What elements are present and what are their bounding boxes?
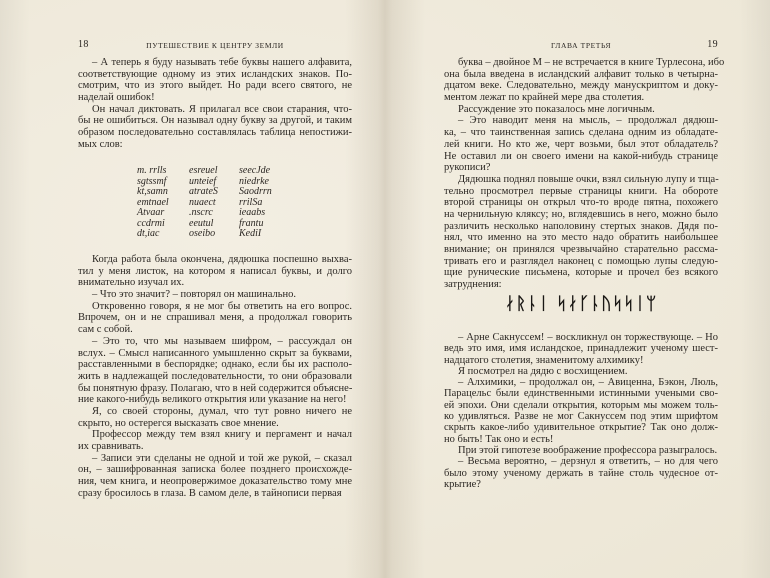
text-line: – А теперь я буду называть тебе буквы нашего алфавита,	[92, 57, 352, 68]
cipher-cell: Saodrrn	[239, 186, 272, 197]
text-line: внимание; он принялся чрезвычайно старательно рассма-	[444, 244, 718, 255]
text-line: сам с собой.	[78, 324, 133, 336]
cipher-cell: dt,iac	[137, 228, 160, 239]
text-line: буква – двойное М – не встречается в книге Турлесона, ибо	[458, 57, 725, 68]
text-line: Откровенно говоря, я не мог бы ответить на его вопрос.	[92, 300, 352, 312]
cipher-row	[78, 166, 352, 177]
text-line: второй страницы он открыл что-то вроде пятна, похожего	[444, 197, 718, 209]
text-line: скрыто, но остерегся высказать свое мнение.	[78, 417, 279, 429]
text-line: Профессор между тем взял книгу и пергамент и начал	[92, 429, 352, 441]
text-line: Я посмотрел на дядю с восхищением.	[458, 365, 628, 377]
text-line: ведь это имя, имя исландское, принадлежит ученому шест-	[444, 343, 718, 355]
cipher-row	[78, 198, 352, 209]
text-line: было этому ученому держать в тайне столь чудесное от-	[444, 467, 718, 479]
page-number: 19	[707, 39, 718, 50]
cipher-cell: ccdrmi	[137, 217, 165, 229]
text-line: – Весьма вероятно, – дерзнул я ответить, – но для чего	[458, 456, 718, 468]
text-line: вслух. – Смысл написанного умышленно скрыт за буквами,	[78, 347, 352, 359]
cipher-cell: esreuel	[189, 165, 218, 176]
text-line: их сравнивать.	[78, 441, 144, 452]
cipher-cell: frantu	[239, 217, 264, 229]
text-line: но быть! Так оно и есть!	[444, 433, 554, 445]
text-line: бы понятную фразу. Полагаю, что в ней содержится объясне-	[78, 382, 353, 394]
text-line: ния, чем книга, и неопровержимое доказательство тому мне	[78, 476, 352, 488]
text-line: лей книги. Но кто же, черт возьми, был этот обладатель?	[444, 138, 718, 150]
cipher-row	[78, 187, 352, 198]
text-line: тельно просмотрел первые страницы книги. На обороте	[444, 185, 718, 197]
cipher-cell: kt,samn	[137, 186, 168, 197]
cipher-cell: atrateS	[189, 186, 218, 197]
cipher-row	[78, 208, 352, 219]
text-line: – Алхимики, – продолжал он, – Авиценна, Бэкон, Люль,	[458, 377, 718, 389]
cipher-cell: niedrke	[239, 175, 269, 187]
running-head-title: ПУТЕШЕСТВИЕ К ЦЕНТРУ ЗЕМЛИ	[146, 41, 284, 50]
text-line: крытие?	[444, 478, 481, 490]
cipher-table	[78, 166, 352, 240]
text-line: Впрочем, он и не спрашивал меня, а продолжал говорить	[78, 312, 352, 324]
text-line: рукописи?	[444, 162, 491, 174]
cipher-cell: rrilSa	[239, 196, 263, 208]
text-line: Дядюшка поднял повыше очки, взял сильную лупу и тща-	[458, 173, 719, 185]
text-line: образом последовательно составлялась таблица непостижи-	[78, 127, 352, 139]
text-line: скрыть какое-либо удивительное открытие? Так оно долж-	[444, 422, 718, 434]
text-line: щие рунические письмена, которые и прочел без всякого	[444, 267, 718, 279]
page-number: 18	[78, 39, 89, 50]
cipher-cell: sgtssmf	[137, 175, 167, 187]
text-line: Он начал диктовать. Я прилагал все свои старания, что-	[92, 103, 352, 115]
text-block	[444, 332, 718, 490]
text-line: сразу бросилось в глаза. В самом деле, в тайнописи первая	[78, 487, 342, 499]
text-block	[78, 254, 352, 499]
text-line: он, – зашифрованная записка более позднего происхожде-	[78, 464, 352, 476]
text-line: Я, со своей стороны, думал, что тут ровно ничего не	[92, 405, 352, 417]
text-line: жить в надлежащей последовательности, то они образовали	[78, 370, 352, 382]
text-line: смотрим, что из этого выйдет. Но ради всего святого, не	[78, 80, 352, 92]
text-line: затруднения:	[444, 279, 502, 291]
text-line: надцатого столетия, знаменитому алхимику!	[444, 354, 644, 366]
text-line: мых слов:	[78, 138, 123, 150]
cipher-row	[78, 229, 352, 240]
text-line: внимательно изучал их.	[78, 277, 185, 289]
text-line: – Это наводит меня на мысль, – продолжал дядюш-	[458, 115, 718, 127]
cipher-cell: oseibo	[189, 228, 216, 239]
text-line: тил у меня листок, на котором я написал буквы, и долго	[78, 265, 352, 277]
text-line: – Что это значит? – повторял он машинально.	[92, 289, 297, 301]
text-line: различить несколько наполовину стертых знаков. Дядя по-	[444, 220, 718, 232]
text-line: – Это то, что мы называем шифром, – рассуждал он	[92, 335, 352, 347]
text-line: При этой гипотезе воображение профессора разыгралось.	[458, 444, 718, 456]
text-line: расставленными в беспорядке; однако, если бы их располо-	[78, 359, 352, 371]
text-line: Когда работа была окончена, дядюшка поспешно выхва-	[92, 254, 352, 265]
text-line: ко удивляться. Разве не мог Сакнуссем под этим шрифтом	[444, 411, 718, 423]
runic-inscription: ᛅᚱᚿᛁ ᛋᛅᚴᚿᚢᛋᛋᛁᛘ	[504, 294, 658, 314]
text-line: ка, – что таинственная запись сделана одним из обладате-	[444, 127, 718, 139]
cipher-cell: unteief	[189, 175, 217, 187]
text-line: Не оставил ли он своего имени на какой-нибудь странице	[444, 150, 718, 162]
text-line: – Арне Сакнуссем! – воскликнул он торжествующе. – Но	[458, 332, 718, 343]
text-line: наделай ошибок!	[78, 92, 155, 104]
cipher-cell: nuaect	[189, 196, 216, 208]
cipher-cell: m. rrlls	[137, 165, 167, 176]
text-line: ей эпохи. Они сделали открытия, которым мы можем толь-	[444, 399, 718, 411]
cipher-cell: Atvaar	[137, 207, 165, 218]
cipher-row	[78, 219, 352, 230]
text-line: бы не ошибиться. Он называл одну букву за другой, и таким	[78, 115, 352, 127]
text-line: тривать его и разглядел наконец с помощью лупы следую-	[444, 255, 718, 267]
cipher-cell: emtnael	[137, 196, 169, 208]
cipher-cell: seecJde	[239, 165, 271, 176]
text-line: ментом лежат по крайней мере два столетия.	[444, 92, 645, 104]
cipher-cell: eeutul	[189, 217, 214, 229]
cipher-cell: KediI	[239, 228, 262, 239]
text-line: ние какого-нибудь великого открытия или указание на него!	[78, 394, 347, 406]
text-line: соответствующие одному из этих исландских знаков. По-	[78, 68, 352, 80]
cipher-cell: ieaabs	[239, 207, 266, 218]
right-page	[444, 0, 725, 578]
left-page	[78, 0, 352, 578]
running-head-title: ГЛАВА ТРЕТЬЯ	[550, 41, 612, 50]
text-block	[444, 57, 725, 291]
text-line: она была введена в исландский алфавит только в четырна-	[444, 68, 718, 80]
text-line: дцатом веке. Следовательно, между манускриптом и доку-	[444, 80, 718, 92]
text-line: – Записи эти сделаны не одной и той же рукой, – сказал	[92, 452, 352, 464]
text-line: нял, что именно на это место надо обратить наибольшее	[444, 232, 718, 244]
text-line: Рассуждение это показалось мне логичным.	[458, 103, 655, 115]
text-line: на чернильную кляксу; но, вглядевшись в него, можно было	[444, 208, 718, 220]
text-line: Парацельс были единственными истинными учеными сво-	[444, 388, 718, 400]
cipher-cell: .nscrc	[189, 207, 213, 218]
running-header	[444, 40, 718, 52]
running-header	[78, 40, 352, 52]
text-block	[78, 57, 352, 151]
